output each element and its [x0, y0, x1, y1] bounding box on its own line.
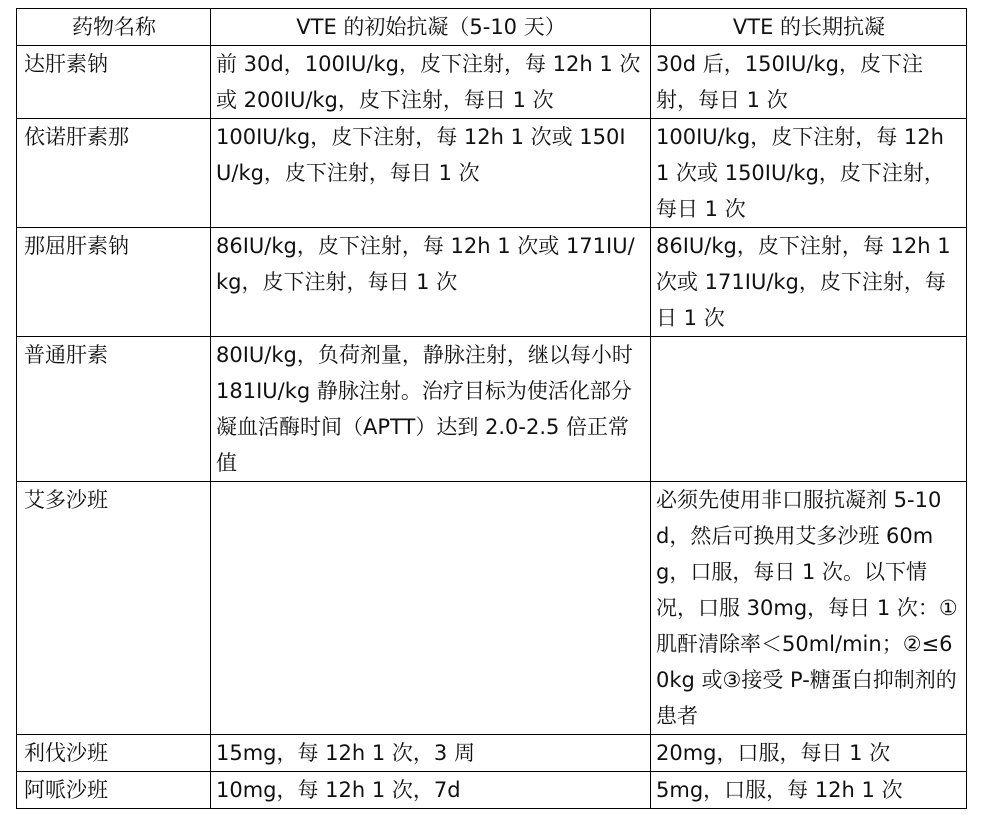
initial-dose-cell: 15mg，每 12h 1 次，3 周	[211, 735, 651, 772]
header-drug-name: 药物名称	[17, 9, 211, 46]
table-row	[17, 119, 967, 228]
long-term-dose-cell: 20mg，口服，每日 1 次	[651, 735, 967, 772]
long-term-dose-cell	[651, 337, 967, 482]
long-term-dose-cell: 必须先使用非口服抗凝剂 5-10d，然后可换用艾多沙班 60mg，口服，每日 1 次。以下情况，口服 30mg，每日 1 次：①肌酐清除率＜50ml/min；②≤60kg 或③接受 P-糖蛋白抑制剂的患者	[651, 482, 967, 735]
drug-name-cell: 那屈肝素钠	[17, 228, 211, 337]
initial-dose-cell: 10mg，每 12h 1 次，7d	[211, 772, 651, 809]
drug-name-cell: 依诺肝素那	[17, 119, 211, 228]
table-row	[17, 337, 967, 482]
table-row	[17, 735, 967, 772]
initial-dose-cell	[211, 482, 651, 735]
drug-name-cell: 利伐沙班	[17, 735, 211, 772]
header-initial-anticoagulation: VTE 的初始抗凝（5-10 天）	[211, 9, 651, 46]
anticoagulation-table	[16, 8, 967, 809]
table-header-row	[17, 9, 967, 46]
table-row	[17, 482, 967, 735]
initial-dose-cell: 100IU/kg，皮下注射，每 12h 1 次或 150IU/kg，皮下注射，每日 1 次	[211, 119, 651, 228]
table-row	[17, 46, 967, 119]
drug-name-cell: 艾多沙班	[17, 482, 211, 735]
table-row	[17, 772, 967, 809]
table-row	[17, 228, 967, 337]
header-long-term-anticoagulation: VTE 的长期抗凝	[651, 9, 967, 46]
drug-name-cell: 普通肝素	[17, 337, 211, 482]
long-term-dose-cell: 5mg，口服，每 12h 1 次	[651, 772, 967, 809]
long-term-dose-cell: 86IU/kg，皮下注射，每 12h 1 次或 171IU/kg，皮下注射，每日 1 次	[651, 228, 967, 337]
drug-name-cell: 达肝素钠	[17, 46, 211, 119]
initial-dose-cell: 前 30d，100IU/kg，皮下注射，每 12h 1 次或 200IU/kg，皮下注射，每日 1 次	[211, 46, 651, 119]
initial-dose-cell: 80IU/kg，负荷剂量，静脉注射，继以每小时 181IU/kg 静脉注射。治疗目标为使活化部分凝血活酶时间（APTT）达到 2.0-2.5 倍正常值	[211, 337, 651, 482]
long-term-dose-cell: 30d 后，150IU/kg，皮下注射，每日 1 次	[651, 46, 967, 119]
drug-name-cell: 阿哌沙班	[17, 772, 211, 809]
initial-dose-cell: 86IU/kg，皮下注射，每 12h 1 次或 171IU/kg，皮下注射，每日 1 次	[211, 228, 651, 337]
long-term-dose-cell: 100IU/kg，皮下注射，每 12h 1 次或 150IU/kg，皮下注射，每日 1 次	[651, 119, 967, 228]
